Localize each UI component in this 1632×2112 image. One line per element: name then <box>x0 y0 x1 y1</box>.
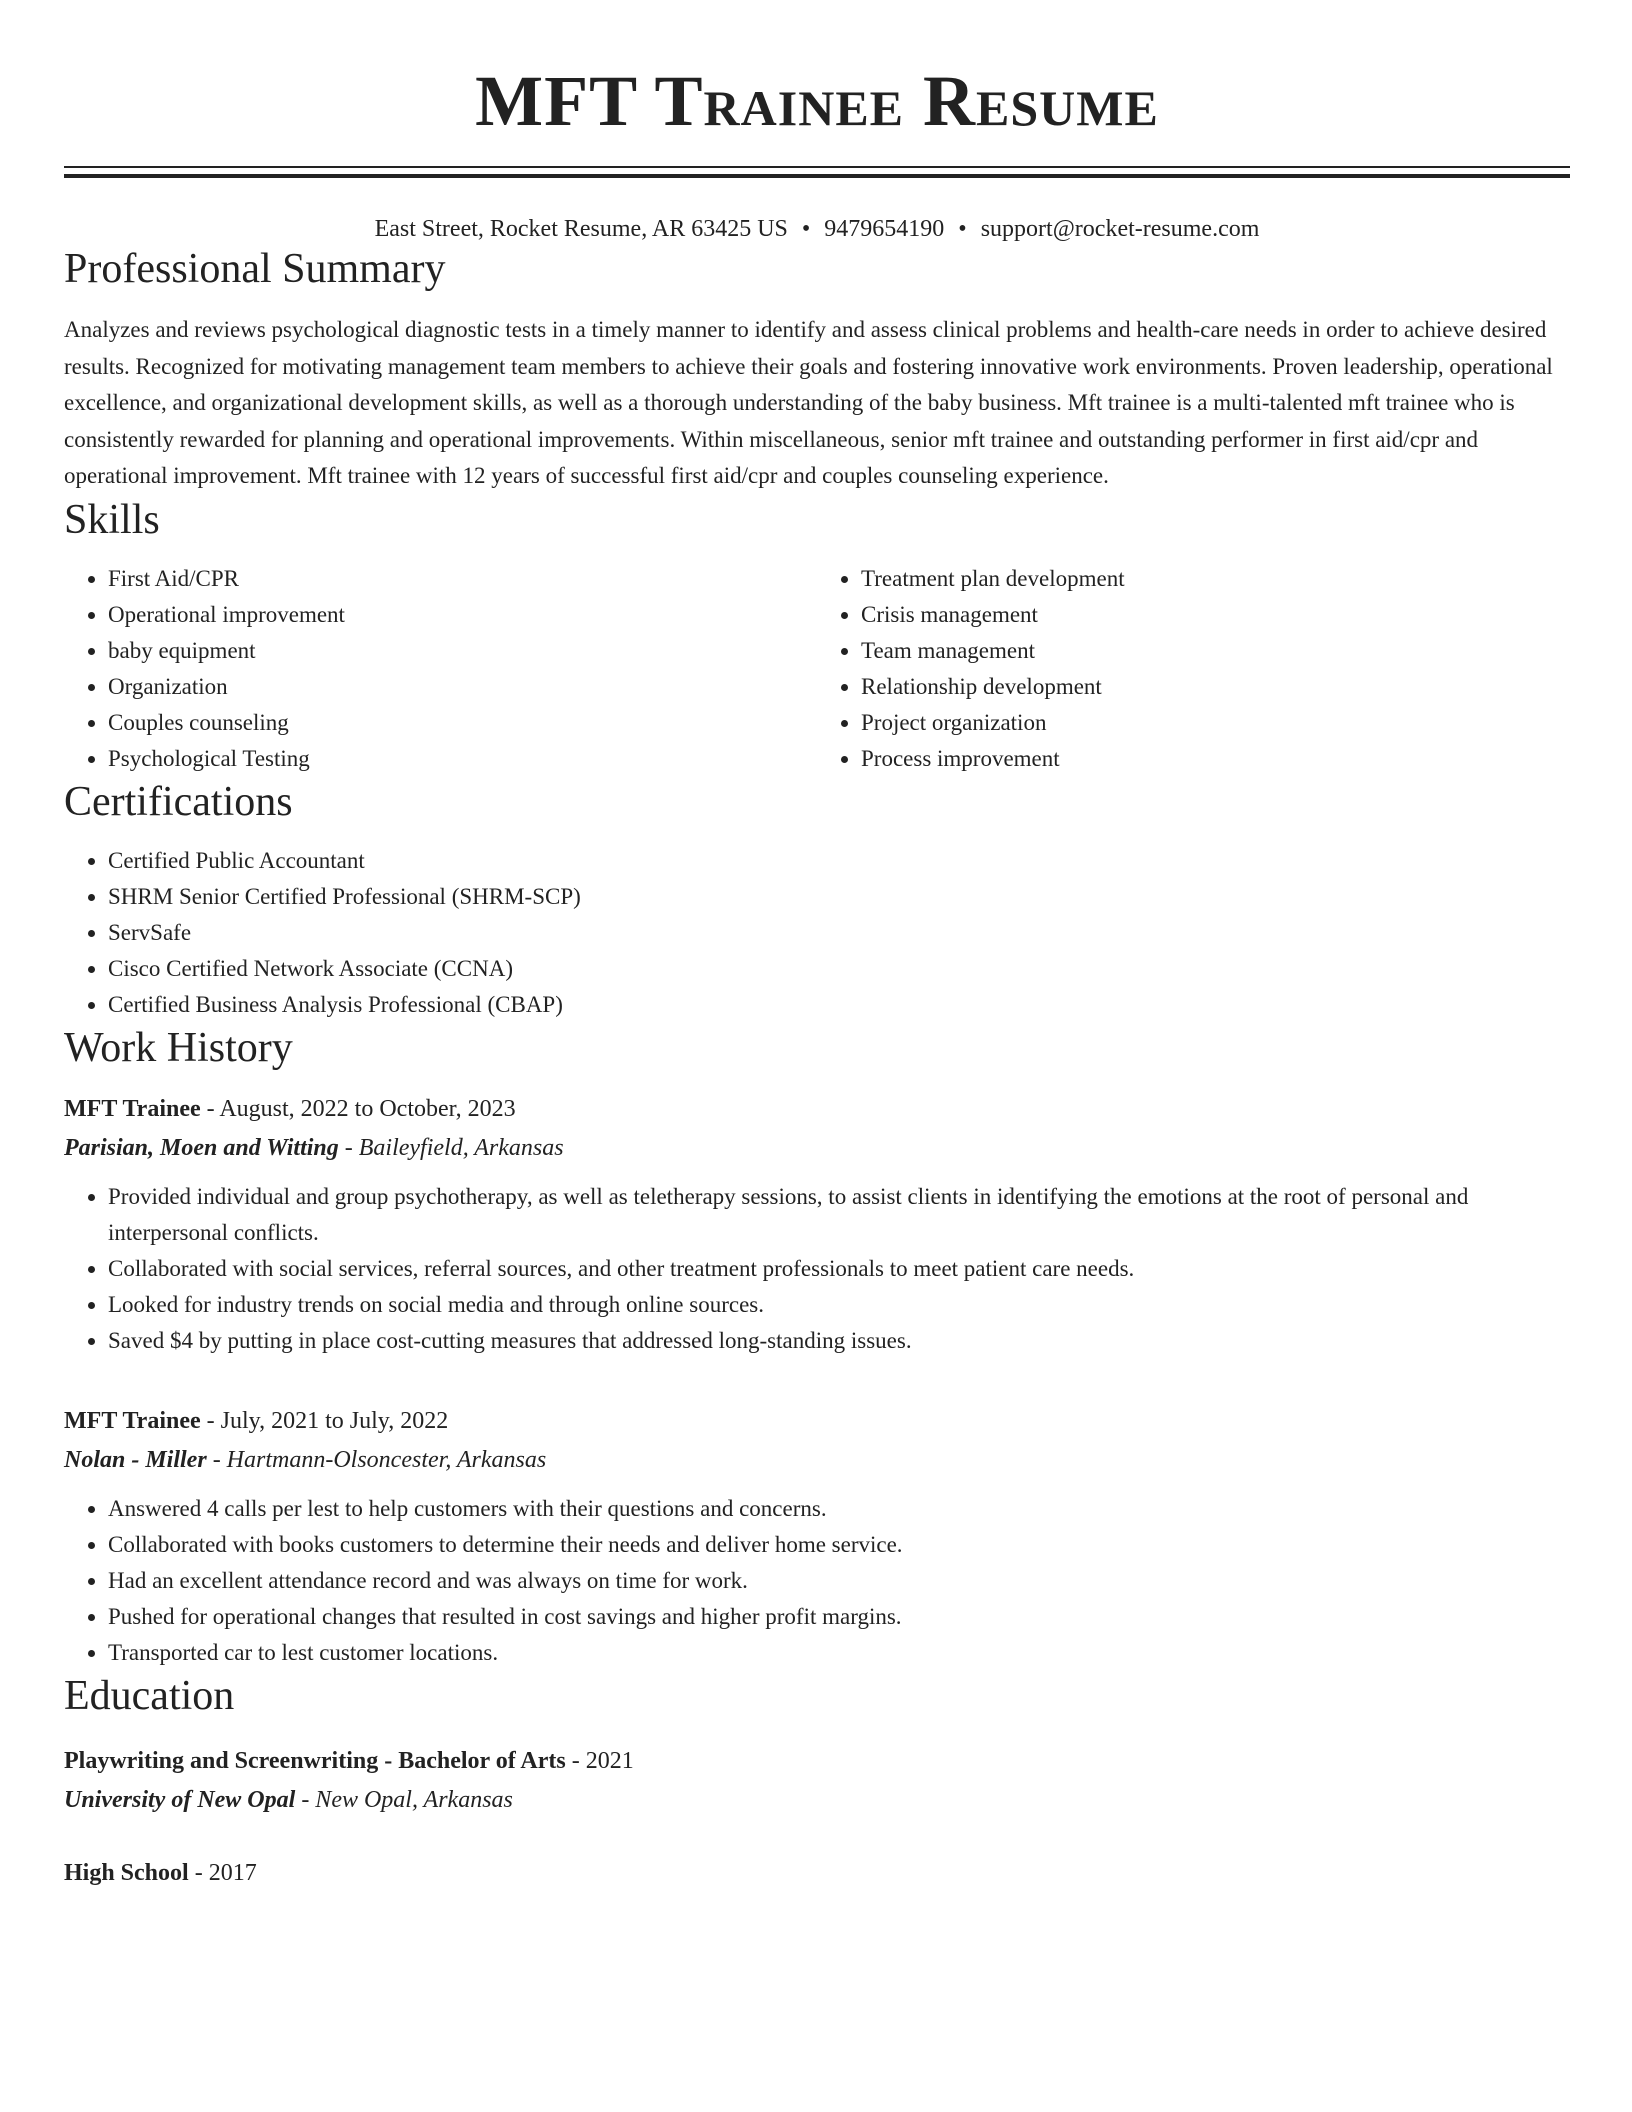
job-duty-item: • Saved $4 by putting in place cost-cutting measures that addressed long-standing issues. <box>108 1323 1570 1359</box>
job-duty-item: • Answered 4 calls per lest to help customers with their questions and concerns. <box>108 1491 1570 1527</box>
job-duty-item: • Looked for industry trends on social media and through online sources. <box>108 1287 1570 1323</box>
contact-separator: • <box>801 216 811 242</box>
education-header <box>64 1741 1570 1781</box>
resume-content <box>64 0 1570 1893</box>
job-duty-item: • Collaborated with social services, referral sources, and other treatment professionals to meet patient care needs. <box>108 1251 1570 1287</box>
skill-item: • Team management <box>861 633 1570 669</box>
education-degree: Playwriting and Screenwriting - Bachelor of Arts <box>64 1747 566 1774</box>
summary-text: Analyzes and reviews psychological diagnostic tests in a timely manner to identify and assess clinical problems and health-care needs in order to achieve desired results. Recognized for motivating management team members to achieve their goals and fostering innovative work environments. Proven leadership, operational excellence, and organizational development skills, as well as a thorough understanding of the baby business. Mft trainee is a multi-talented mft trainee who is consistently rewarded for planning and operational improvements. Within miscellaneous, senior mft trainee and outstanding performer in first aid/cpr and operational improvement. Mft trainee with 12 years of successful first aid/cpr and couples counseling experience. <box>64 317 1553 488</box>
job-duty-item: • Had an excellent attendance record and was always on time for work. <box>108 1563 1570 1599</box>
resume-title: MFT Trainee Resume <box>475 61 1159 141</box>
education-school: University of New Opal <box>64 1786 296 1813</box>
certification-item: • Certified Public Accountant <box>108 843 1570 879</box>
job-employer <box>64 1441 1570 1479</box>
education-year: - 2021 <box>565 1747 634 1774</box>
title-rule-thin <box>64 166 1570 168</box>
job-company: Parisian, Moen and Witting <box>64 1134 339 1161</box>
certifications-list <box>64 843 1570 1023</box>
title-rule-thick <box>64 174 1570 178</box>
job-duty-item: • Provided individual and group psychotherapy, as well as teletherapy sessions, to assist clients in identifying the emotions at the root of personal and interpersonal conflicts. <box>108 1179 1570 1251</box>
certification-item: • Certified Business Analysis Professional (CBAP) <box>108 987 1570 1023</box>
contact-phone: 9479654190 <box>824 216 945 242</box>
job-entry <box>64 1401 1570 1671</box>
skills-heading: Skills <box>64 496 160 543</box>
skill-item: • Psychological Testing <box>108 741 817 777</box>
job-company: Nolan - Miller <box>64 1446 207 1473</box>
contact-line <box>64 214 1570 244</box>
certification-item: • SHRM Senior Certified Professional (SHRM-SCP) <box>108 879 1570 915</box>
job-duties <box>64 1179 1570 1359</box>
job-location: - Hartmann-Olsoncester, Arkansas <box>206 1446 547 1473</box>
skill-item: • Project organization <box>861 705 1570 741</box>
job-title: MFT Trainee <box>64 1407 201 1434</box>
education-school-line <box>64 1781 1570 1819</box>
skills-columns <box>64 561 1570 777</box>
certification-item: • ServSafe <box>108 915 1570 951</box>
skill-item: • Couples counseling <box>108 705 817 741</box>
education-location: - New Opal, Arkansas <box>295 1786 513 1813</box>
job-duty-item: • Collaborated with books customers to determine their needs and deliver home service. <box>108 1527 1570 1563</box>
education-entry <box>64 1853 1570 1893</box>
skill-item: • Relationship development <box>861 669 1570 705</box>
contact-email: support@rocket-resume.com <box>980 216 1260 242</box>
work-history-heading: Work History <box>64 1024 293 1071</box>
education-entry <box>64 1741 1570 1819</box>
job-duty-item: • Transported car to lest customer locations. <box>108 1635 1570 1671</box>
education-year: - 2017 <box>188 1859 257 1886</box>
skill-item: • Operational improvement <box>108 597 817 633</box>
education-heading: Education <box>64 1672 235 1719</box>
job-dates: - July, 2021 to July, 2022 <box>200 1407 449 1434</box>
skill-item: • Crisis management <box>861 597 1570 633</box>
contact-address: East Street, Rocket Resume, AR 63425 US <box>374 216 788 242</box>
skill-item: • Treatment plan development <box>861 561 1570 597</box>
skill-item: • baby equipment <box>108 633 817 669</box>
skills-list-left <box>64 561 817 777</box>
job-duties <box>64 1491 1570 1671</box>
job-header <box>64 1401 1570 1441</box>
job-header <box>64 1089 1570 1129</box>
job-dates: - August, 2022 to October, 2023 <box>200 1095 516 1122</box>
job-location: - Baileyfield, Arkansas <box>338 1134 564 1161</box>
contact-separator: • <box>958 216 967 242</box>
skills-list-right <box>817 561 1570 777</box>
education-header <box>64 1853 1570 1893</box>
education-degree: High School <box>64 1859 189 1886</box>
certification-item: • Cisco Certified Network Associate (CCNA) <box>108 951 1570 987</box>
job-duty-item: • Pushed for operational changes that resulted in cost savings and higher profit margins. <box>108 1599 1570 1635</box>
certifications-heading: Certifications <box>64 778 293 825</box>
job-title: MFT Trainee <box>64 1095 201 1122</box>
skill-item: • First Aid/CPR <box>108 561 817 597</box>
skill-item: • Process improvement <box>861 741 1570 777</box>
job-employer <box>64 1129 1570 1167</box>
skill-item: • Organization <box>108 669 817 705</box>
summary-heading: Professional Summary <box>64 246 446 292</box>
job-entry <box>64 1089 1570 1359</box>
